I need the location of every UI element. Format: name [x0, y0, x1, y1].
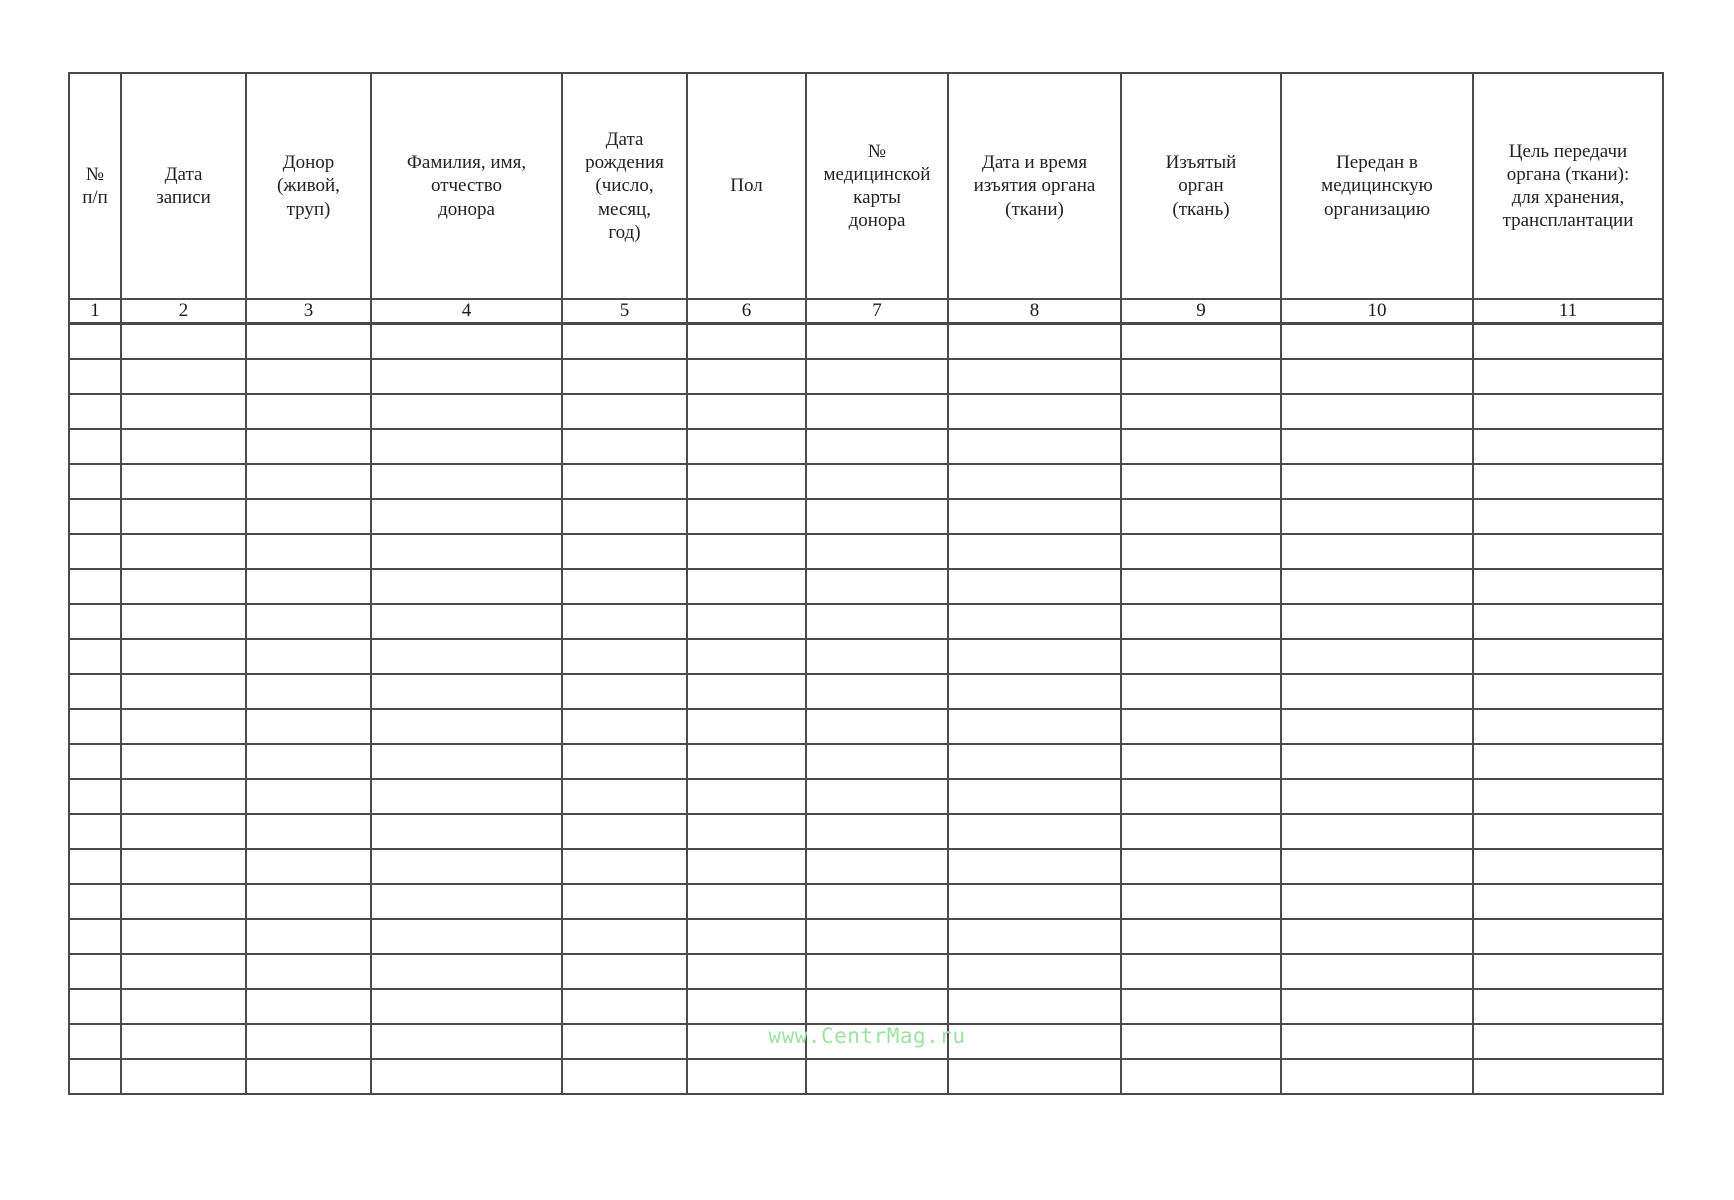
table-cell: [948, 429, 1121, 464]
table-cell: [1121, 744, 1281, 779]
table-cell: [687, 849, 806, 884]
table-cell: [371, 954, 562, 989]
col-header-birth-date: Дата рождения (число, месяц, год): [562, 73, 687, 299]
table-cell: [69, 814, 121, 849]
table-cell: [69, 359, 121, 394]
table-cell: [806, 359, 948, 394]
table-cell: [371, 779, 562, 814]
table-cell: [948, 569, 1121, 604]
table-cell: [69, 674, 121, 709]
table-cell: [1473, 394, 1663, 429]
table-cell: [948, 1059, 1121, 1094]
table-cell: [687, 954, 806, 989]
table-cell: [69, 464, 121, 499]
table-cell: [687, 604, 806, 639]
table-cell: [806, 989, 948, 1024]
table-cell: [69, 884, 121, 919]
table-cell: [1121, 324, 1281, 360]
table-cell: [121, 919, 246, 954]
table-cell: [948, 709, 1121, 744]
table-cell: [1473, 359, 1663, 394]
table-cell: [69, 849, 121, 884]
table-row: [69, 359, 1663, 394]
table-row: [69, 604, 1663, 639]
table-cell: [1473, 989, 1663, 1024]
table-cell: [1473, 744, 1663, 779]
table-row: [69, 989, 1663, 1024]
table-cell: [687, 919, 806, 954]
table-cell: [246, 359, 371, 394]
table-row: [69, 464, 1663, 499]
table-cell: [246, 1059, 371, 1094]
table-cell: [1473, 954, 1663, 989]
table-cell: [1281, 639, 1473, 674]
table-cell: [121, 464, 246, 499]
table-cell: [806, 884, 948, 919]
table-cell: [69, 569, 121, 604]
table-cell: [806, 324, 948, 360]
table-cell: [121, 324, 246, 360]
table-cell: [1121, 534, 1281, 569]
table-row: [69, 429, 1663, 464]
table-row: [69, 884, 1663, 919]
table-cell: [562, 394, 687, 429]
col-number: 7: [806, 299, 948, 324]
table-cell: [69, 954, 121, 989]
table-row: [69, 534, 1663, 569]
table-cell: [687, 744, 806, 779]
table-cell: [246, 709, 371, 744]
table-cell: [1473, 674, 1663, 709]
table-cell: [121, 394, 246, 429]
table-cell: [1473, 884, 1663, 919]
col-header-medical-card: № медицинской карты донора: [806, 73, 948, 299]
table-row: [69, 674, 1663, 709]
table-cell: [1121, 394, 1281, 429]
table-cell: [246, 989, 371, 1024]
table-cell: [1473, 534, 1663, 569]
table-cell: [1121, 709, 1281, 744]
col-number: 11: [1473, 299, 1663, 324]
table-cell: [371, 814, 562, 849]
col-header-donor-name: Фамилия, имя, отчество донора: [371, 73, 562, 299]
table-cell: [371, 919, 562, 954]
table-cell: [562, 849, 687, 884]
table-cell: [806, 604, 948, 639]
table-cell: [69, 604, 121, 639]
col-number: 9: [1121, 299, 1281, 324]
table-cell: [806, 919, 948, 954]
table-cell: [371, 989, 562, 1024]
table-cell: [687, 1059, 806, 1094]
table-cell: [806, 569, 948, 604]
table-cell: [1281, 919, 1473, 954]
table-row: [69, 814, 1663, 849]
table-cell: [562, 779, 687, 814]
table-cell: [371, 849, 562, 884]
table-cell: [121, 814, 246, 849]
table-cell: [687, 499, 806, 534]
table-cell: [1281, 779, 1473, 814]
table-cell: [1121, 1059, 1281, 1094]
table-cell: [246, 954, 371, 989]
table-cell: [1121, 814, 1281, 849]
column-number-row: [69, 299, 1663, 324]
table-cell: [806, 639, 948, 674]
table-cell: [1473, 1059, 1663, 1094]
table-cell: [806, 744, 948, 779]
table-cell: [69, 639, 121, 674]
table-cell: [246, 744, 371, 779]
table-cell: [562, 674, 687, 709]
table-cell: [1121, 779, 1281, 814]
table-cell: [948, 324, 1121, 360]
table-cell: [69, 534, 121, 569]
table-cell: [948, 779, 1121, 814]
table-cell: [371, 744, 562, 779]
table-cell: [806, 674, 948, 709]
table-row: [69, 499, 1663, 534]
table-cell: [1121, 639, 1281, 674]
table-cell: [246, 394, 371, 429]
table-cell: [1281, 1059, 1473, 1094]
table-cell: [687, 814, 806, 849]
table-cell: [948, 499, 1121, 534]
donor-register-table: [68, 72, 1664, 1095]
table-cell: [246, 814, 371, 849]
col-header-transferred-to: Передан в медицинскую организацию: [1281, 73, 1473, 299]
table-cell: [1121, 429, 1281, 464]
table-cell: [1473, 814, 1663, 849]
table-cell: [687, 639, 806, 674]
table-cell: [1281, 394, 1473, 429]
table-cell: [1281, 884, 1473, 919]
table-cell: [371, 569, 562, 604]
table-cell: [1121, 674, 1281, 709]
table-cell: [246, 674, 371, 709]
table-cell: [246, 324, 371, 360]
table-cell: [69, 744, 121, 779]
table-cell: [246, 604, 371, 639]
table-cell: [562, 534, 687, 569]
table-cell: [687, 989, 806, 1024]
table-row: [69, 1059, 1663, 1094]
table-cell: [1121, 849, 1281, 884]
table-cell: [121, 884, 246, 919]
table-cell: [1281, 324, 1473, 360]
table-cell: [1473, 919, 1663, 954]
table-cell: [121, 954, 246, 989]
table-cell: [1473, 499, 1663, 534]
col-header-removal-datetime: Дата и время изъятия органа (ткани): [948, 73, 1121, 299]
table-cell: [371, 884, 562, 919]
table-cell: [948, 744, 1121, 779]
table-cell: [948, 639, 1121, 674]
table-cell: [371, 359, 562, 394]
table-cell: [806, 779, 948, 814]
table-cell: [1281, 604, 1473, 639]
col-number: 3: [246, 299, 371, 324]
table-cell: [687, 324, 806, 360]
table-cell: [1121, 604, 1281, 639]
table-cell: [806, 814, 948, 849]
table-cell: [562, 429, 687, 464]
table-row: [69, 394, 1663, 429]
table-cell: [371, 674, 562, 709]
col-number: 8: [948, 299, 1121, 324]
table-cell: [69, 429, 121, 464]
table-cell: [687, 779, 806, 814]
table-cell: [1281, 534, 1473, 569]
table-cell: [687, 429, 806, 464]
table-cell: [806, 499, 948, 534]
table-cell: [1121, 954, 1281, 989]
table-cell: [121, 709, 246, 744]
table-cell: [246, 429, 371, 464]
table-cell: [121, 849, 246, 884]
table-cell: [948, 814, 1121, 849]
table-cell: [562, 919, 687, 954]
table-cell: [1473, 849, 1663, 884]
table-cell: [1281, 814, 1473, 849]
table-cell: [371, 324, 562, 360]
table-cell: [806, 394, 948, 429]
table-cell: [687, 674, 806, 709]
table-row: [69, 569, 1663, 604]
col-number: 4: [371, 299, 562, 324]
col-header-organ: Изъятый орган (ткань): [1121, 73, 1281, 299]
table-cell: [562, 814, 687, 849]
table-row: [69, 954, 1663, 989]
table-cell: [806, 1059, 948, 1094]
table-cell: [1473, 639, 1663, 674]
table-cell: [121, 429, 246, 464]
table-cell: [562, 359, 687, 394]
table-cell: [948, 674, 1121, 709]
table-cell: [246, 639, 371, 674]
table-cell: [121, 744, 246, 779]
table-cell: [246, 919, 371, 954]
table-cell: [562, 989, 687, 1024]
table-cell: [1281, 569, 1473, 604]
table-cell: [1121, 464, 1281, 499]
table-cell: [1473, 324, 1663, 360]
col-number: 5: [562, 299, 687, 324]
table-cell: [69, 324, 121, 360]
table-cell: [1473, 709, 1663, 744]
table-cell: [562, 324, 687, 360]
table-cell: [1473, 464, 1663, 499]
table-cell: [948, 394, 1121, 429]
table-row: [69, 639, 1663, 674]
table-cell: [1281, 849, 1473, 884]
table-cell: [371, 534, 562, 569]
table-cell: [948, 464, 1121, 499]
table-cell: [1473, 569, 1663, 604]
table-cell: [246, 849, 371, 884]
table-cell: [948, 849, 1121, 884]
table-cell: [562, 639, 687, 674]
col-number: 6: [687, 299, 806, 324]
table-cell: [562, 569, 687, 604]
table-cell: [562, 954, 687, 989]
col-header-index: № п/п: [69, 73, 121, 299]
table-cell: [371, 709, 562, 744]
table-cell: [1281, 674, 1473, 709]
watermark: www.CentrMag.ru: [768, 1024, 966, 1048]
col-number: 1: [69, 299, 121, 324]
table-cell: [1473, 429, 1663, 464]
col-number: 2: [121, 299, 246, 324]
table-cell: [562, 744, 687, 779]
table-cell: [1281, 744, 1473, 779]
table-cell: [246, 884, 371, 919]
table-cell: [1281, 954, 1473, 989]
table-cell: [562, 464, 687, 499]
table-cell: [1281, 429, 1473, 464]
table-cell: [806, 534, 948, 569]
table-row: [69, 744, 1663, 779]
table-cell: [687, 359, 806, 394]
table-cell: [121, 499, 246, 534]
col-header-donor-type: Донор (живой, труп): [246, 73, 371, 299]
table-row: [69, 779, 1663, 814]
table-cell: [687, 464, 806, 499]
table-cell: [948, 919, 1121, 954]
table-cell: [806, 954, 948, 989]
table-row: [69, 324, 1663, 360]
table-cell: [69, 1059, 121, 1094]
table-cell: [371, 394, 562, 429]
table-cell: [948, 884, 1121, 919]
table-cell: [1281, 359, 1473, 394]
table-row: [69, 709, 1663, 744]
table-cell: [246, 534, 371, 569]
table-cell: [246, 499, 371, 534]
table-cell: [1121, 989, 1281, 1024]
table-cell: [562, 604, 687, 639]
table-cell: [806, 429, 948, 464]
table-cell: [371, 464, 562, 499]
table-cell: [1281, 499, 1473, 534]
table-cell: [562, 1059, 687, 1094]
col-header-purpose: Цель передачи органа (ткани): для хранения, трансплантации: [1473, 73, 1663, 299]
table-cell: [562, 499, 687, 534]
table-cell: [1121, 569, 1281, 604]
table-cell: [1121, 919, 1281, 954]
table-cell: [69, 919, 121, 954]
table-cell: [121, 779, 246, 814]
table-cell: [121, 359, 246, 394]
table-cell: [948, 989, 1121, 1024]
table-cell: [1473, 604, 1663, 639]
table-cell: [1281, 709, 1473, 744]
table-row: [69, 849, 1663, 884]
table-cell: [371, 639, 562, 674]
table-cell: [246, 779, 371, 814]
table-cell: [1473, 779, 1663, 814]
table-cell: [121, 989, 246, 1024]
table-cell: [69, 499, 121, 534]
table-cell: [371, 499, 562, 534]
col-header-sex: Пол: [687, 73, 806, 299]
table-cell: [687, 394, 806, 429]
table-cell: [69, 709, 121, 744]
col-number: 10: [1281, 299, 1473, 324]
table-cell: [687, 534, 806, 569]
table-cell: [69, 989, 121, 1024]
table-cell: [69, 779, 121, 814]
table-cell: [371, 1059, 562, 1094]
table-cell: [121, 604, 246, 639]
table-cell: [371, 604, 562, 639]
table-cell: [121, 1059, 246, 1094]
col-header-record-date: Дата записи: [121, 73, 246, 299]
table-cell: [121, 674, 246, 709]
table-cell: [246, 569, 371, 604]
table-row: [69, 919, 1663, 954]
table-cell: [121, 569, 246, 604]
table-cell: [948, 604, 1121, 639]
table-cell: [371, 429, 562, 464]
table-cell: [1281, 464, 1473, 499]
table-cell: [687, 569, 806, 604]
table-cell: [806, 709, 948, 744]
table-cell: [69, 394, 121, 429]
header-row: [69, 73, 1663, 299]
table-cell: [806, 464, 948, 499]
table-cell: [121, 639, 246, 674]
table-cell: [687, 709, 806, 744]
table-cell: [948, 534, 1121, 569]
table-cell: [948, 954, 1121, 989]
table-cell: [1281, 989, 1473, 1024]
table-cell: [246, 464, 371, 499]
table-cell: [687, 884, 806, 919]
table-cell: [948, 359, 1121, 394]
table-cell: [1121, 884, 1281, 919]
table-cell: [1121, 499, 1281, 534]
table-cell: [562, 884, 687, 919]
table-cell: [806, 849, 948, 884]
table-cell: [562, 709, 687, 744]
table-cell: [1121, 359, 1281, 394]
table-cell: [121, 534, 246, 569]
